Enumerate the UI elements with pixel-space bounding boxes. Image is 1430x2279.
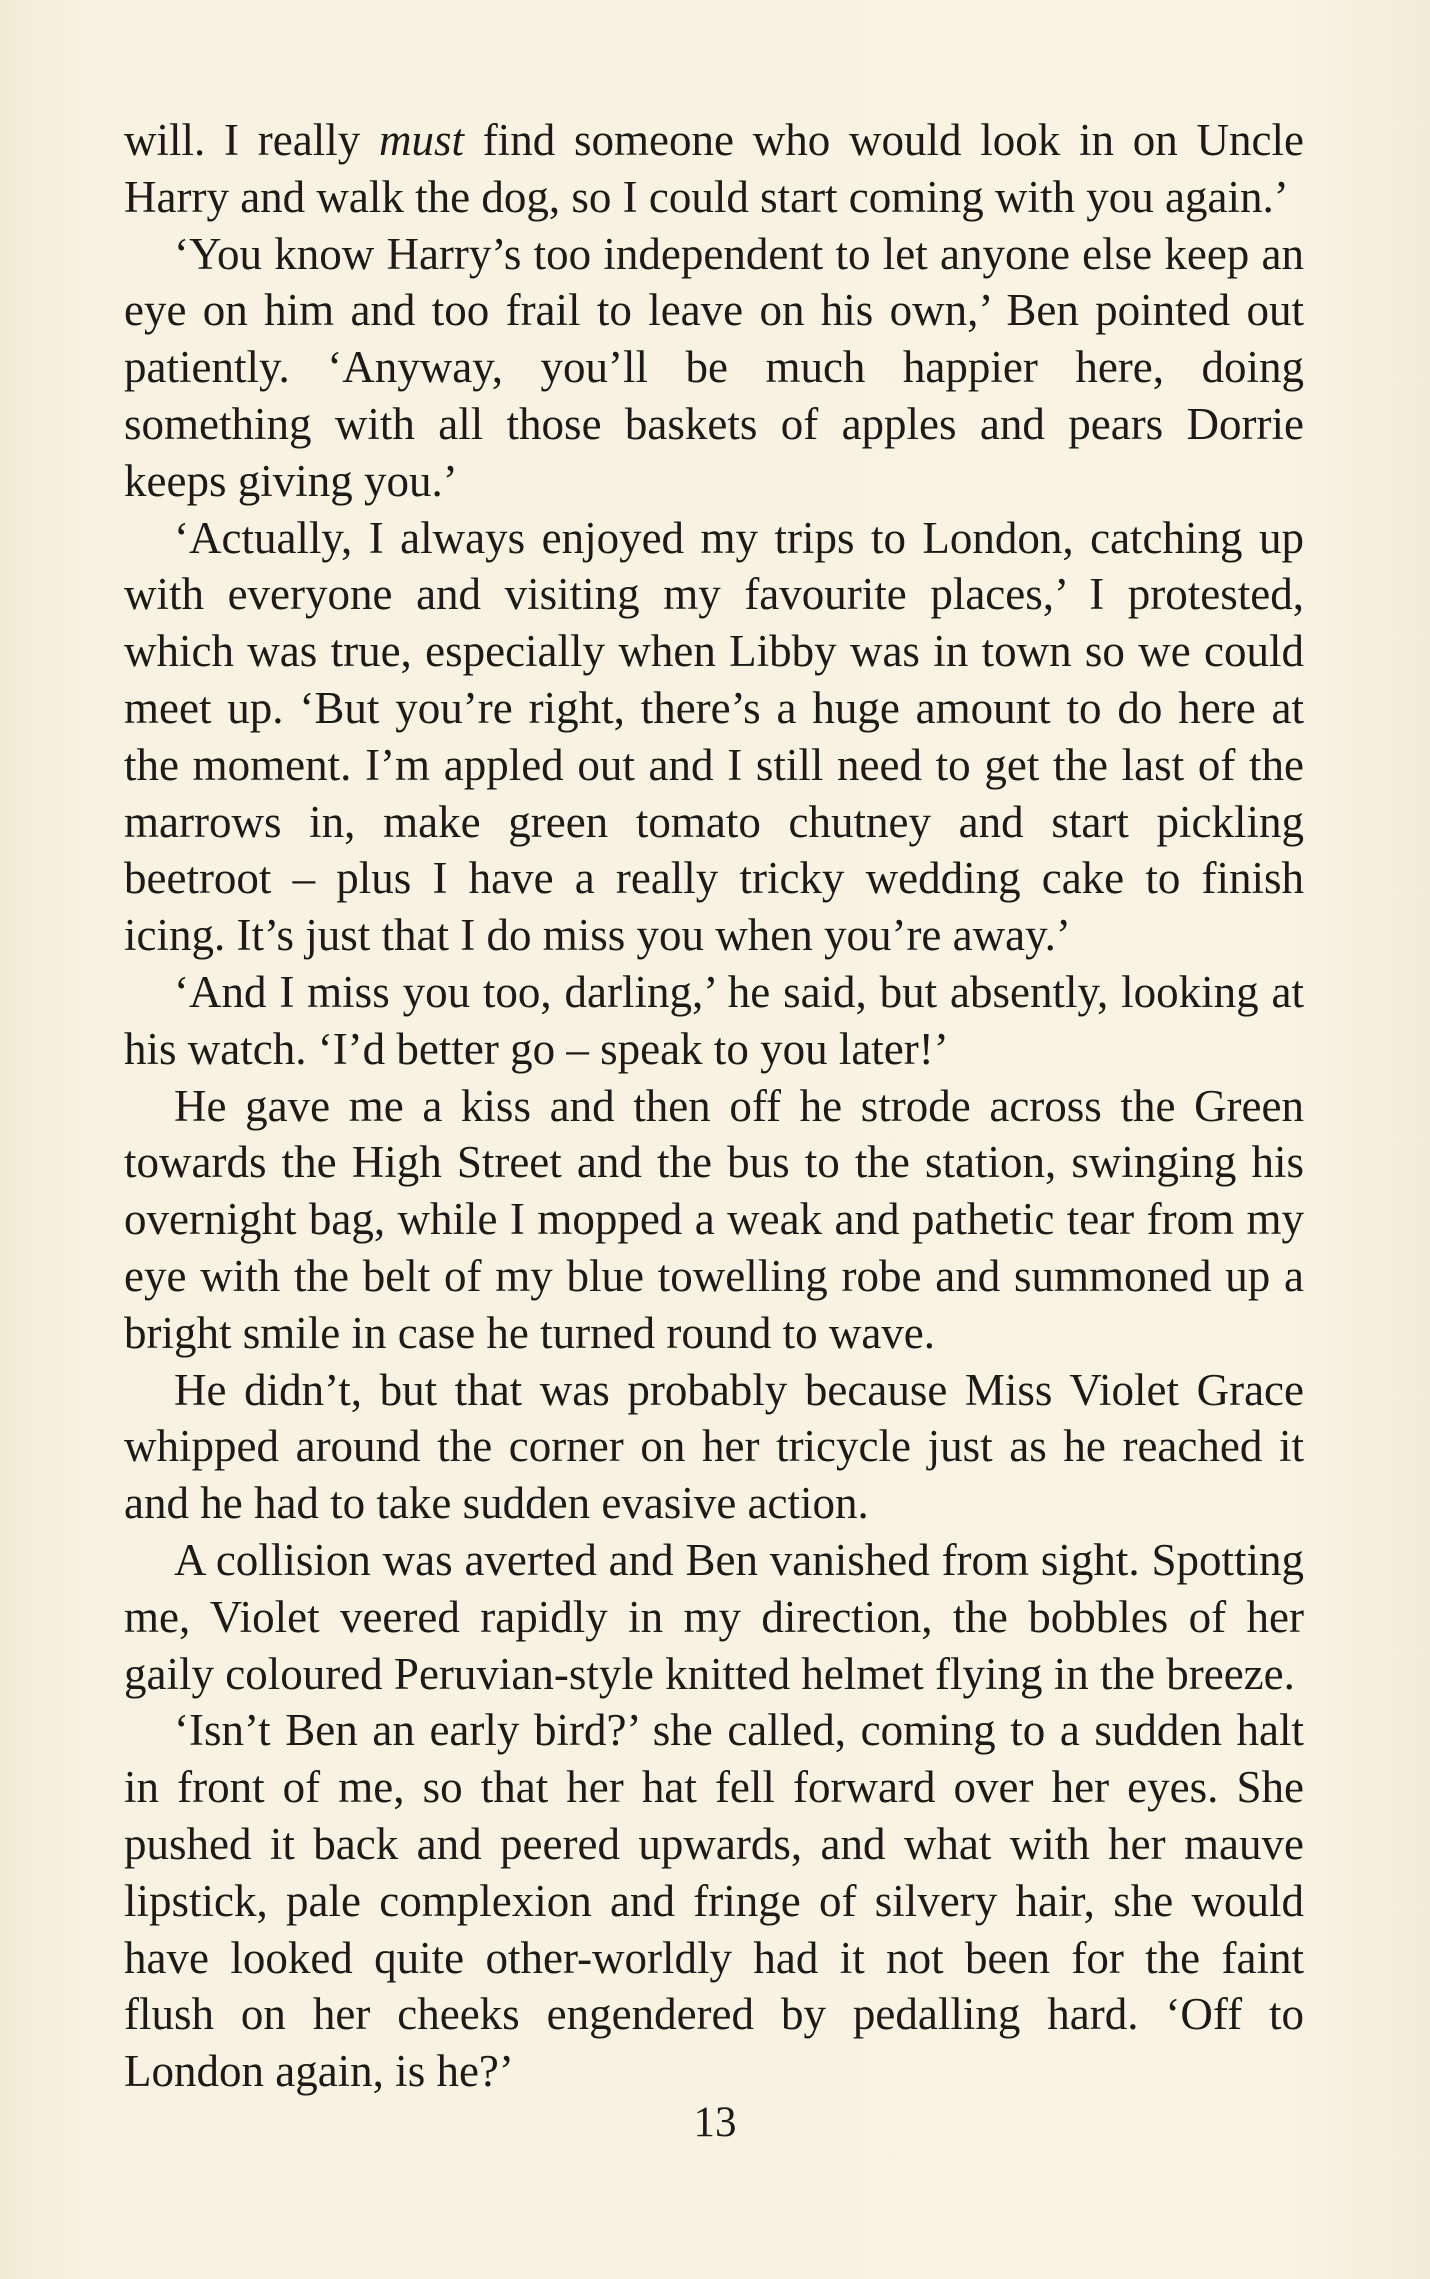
paragraph-4: ‘And I miss you too, darling,’ he said, but absently, looking at his watch. ‘I’d better go – speak to you later!’	[124, 966, 1304, 1074]
paragraph-5: He gave me a kiss and then off he strode across the Green towards the High Street and the bus to the station, swinging his overnight bag, while I mopped a weak and pathetic tear from my eye with the belt of my blue towelling robe and summoned up a bright smile in case he turned round to wave.	[124, 1080, 1304, 1358]
paragraph-1-end: find someone who would look in on Uncle Harry and walk the dog, so I could start coming with you again.’	[124, 115, 1304, 222]
paragraph-8: ‘Isn’t Ben an early bird?’ she called, coming to a sudden halt in front of me, so that her hat fell forward over her eyes. She pushed it back and peered upwards, and what with her mauve lipstick, pale complexion and fringe of silvery hair, she would have looked quite other-worldly had it not been for the faint flush on her cheeks engendered by pedalling hard. ‘Off to London again, is he?’	[124, 1705, 1304, 2097]
paragraph-6: He didn’t, but that was probably because Miss Violet Grace whipped around the corner on her tricycle just as he reached it and he had to take sudden evasive action.	[124, 1364, 1304, 1529]
paragraph-1	[124, 112, 1304, 226]
paragraph-1-start: will. I really	[124, 115, 379, 165]
paragraph-3: ‘Actually, I always enjoyed my trips to London, catching up with everyone and visiting my favourite places,’ I protested, which was true, especially when Libby was in town so we could meet up. ‘But you’re right, there’s a huge amount to do here at the moment. I’m appled out and I still need to get the last of the marrows in, make green tomato chutney and start pickling beetroot – plus I have a really tricky wedding cake to finish icing. It’s just that I do miss you when you’re away.’	[124, 512, 1304, 961]
paragraph-7: A collision was averted and Ben vanished from sight. Spotting me, Violet veered rapidly in my direction, the bobbles of her gaily coloured Peruvian-style knitted helmet flying in the breeze.	[124, 1534, 1304, 1699]
page-number: 13	[693, 2099, 737, 2146]
body-text	[124, 112, 1304, 2100]
emphasis-must: must	[378, 115, 464, 165]
paragraph-2: ‘You know Harry’s too independent to let anyone else keep an eye on him and too frail to leave on his own,’ Ben pointed out patiently. ‘Anyway, you’ll be much happier here, doing something with all those baskets of apples and pears Dorrie keeps giving you.’	[124, 228, 1304, 506]
